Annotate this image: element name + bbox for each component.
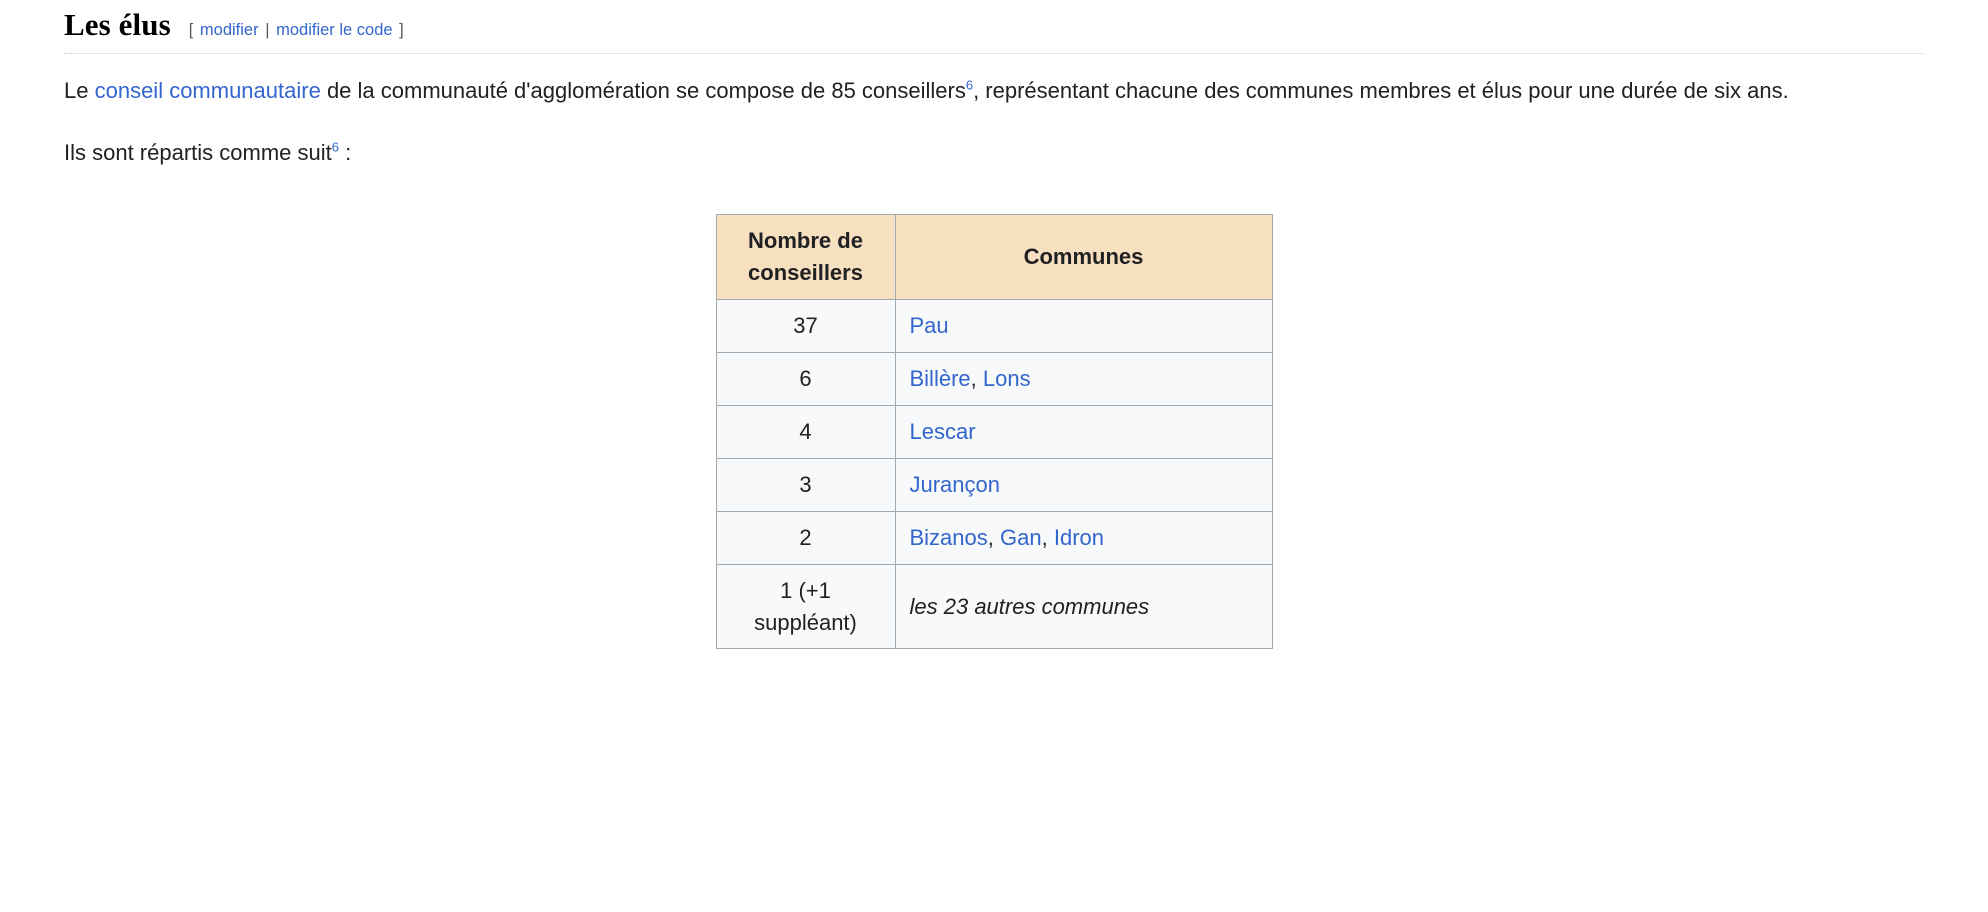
reference-marker-6a[interactable] [966, 78, 973, 93]
section-edit-links [189, 21, 404, 40]
edit-links-open-bracket: [ [188, 21, 194, 39]
commune-link[interactable]: Lons [982, 366, 1031, 392]
table-row [716, 564, 1272, 649]
table-row [716, 406, 1272, 459]
table-row [716, 511, 1272, 564]
table-body [716, 300, 1272, 649]
commune-separator: , [987, 524, 1001, 550]
edit-links-separator: | [265, 21, 270, 39]
paragraph-1-lead: Le [64, 78, 95, 104]
cell-communes [895, 406, 1272, 459]
cell-communes [895, 511, 1272, 564]
commune-link[interactable]: Lescar [909, 418, 976, 444]
cell-communes [895, 458, 1272, 511]
council-seats-table [716, 214, 1273, 649]
cell-communes [895, 353, 1272, 406]
cell-council-count: 1 (+1 suppléant) [716, 564, 895, 649]
cell-council-count: 4 [716, 406, 895, 459]
link-conseil-communautaire[interactable]: conseil communautaire [94, 78, 321, 104]
table-container [64, 214, 1924, 649]
table-row [716, 353, 1272, 406]
reference-link-6a[interactable]: 6 [965, 77, 974, 93]
cell-council-count: 2 [716, 511, 895, 564]
table-head [716, 215, 1272, 300]
commune-link[interactable]: Billère [909, 366, 971, 392]
edit-section-link[interactable]: modifier [199, 21, 259, 39]
commune-link[interactable]: Bizanos [909, 524, 988, 550]
paragraph-council-composition [64, 73, 1924, 109]
paragraph-1-tail: , représentant chacune des communes membres et élus pour une durée de six ans. [973, 78, 1789, 104]
commune-separator: , [970, 366, 983, 392]
reference-marker-6b[interactable] [332, 139, 339, 154]
paragraph-2-lead: Ils sont répartis comme suit [64, 139, 332, 165]
cell-council-count: 37 [716, 300, 895, 353]
table-row [716, 458, 1272, 511]
edit-source-link[interactable]: modifier le code [276, 21, 393, 39]
commune-link[interactable]: Jurançon [909, 471, 1001, 497]
section-heading [64, 0, 1924, 54]
table-row [716, 300, 1272, 353]
commune-link[interactable]: Idron [1053, 524, 1104, 550]
cell-communes [895, 564, 1272, 649]
commune-note: les 23 autres communes [909, 593, 1150, 619]
table-header-row [716, 215, 1272, 300]
edit-links-close-bracket: ] [399, 21, 404, 39]
commune-link[interactable]: Gan [1000, 524, 1042, 550]
cell-council-count: 6 [716, 353, 895, 406]
cell-council-count: 3 [716, 458, 895, 511]
cell-communes [895, 300, 1272, 353]
column-header-count: Nombre de conseillers [716, 215, 895, 300]
reference-link-6b[interactable]: 6 [331, 139, 339, 155]
column-header-communes: Communes [895, 215, 1272, 300]
paragraph-1-middle: de la communauté d'agglomération se compose de 85 conseillers [320, 78, 966, 104]
commune-link[interactable]: Pau [909, 313, 949, 339]
paragraph-distribution [64, 135, 1924, 171]
paragraph-2-tail: : [338, 139, 352, 165]
page-title: Les élus [64, 7, 171, 42]
commune-separator: , [1041, 524, 1054, 550]
